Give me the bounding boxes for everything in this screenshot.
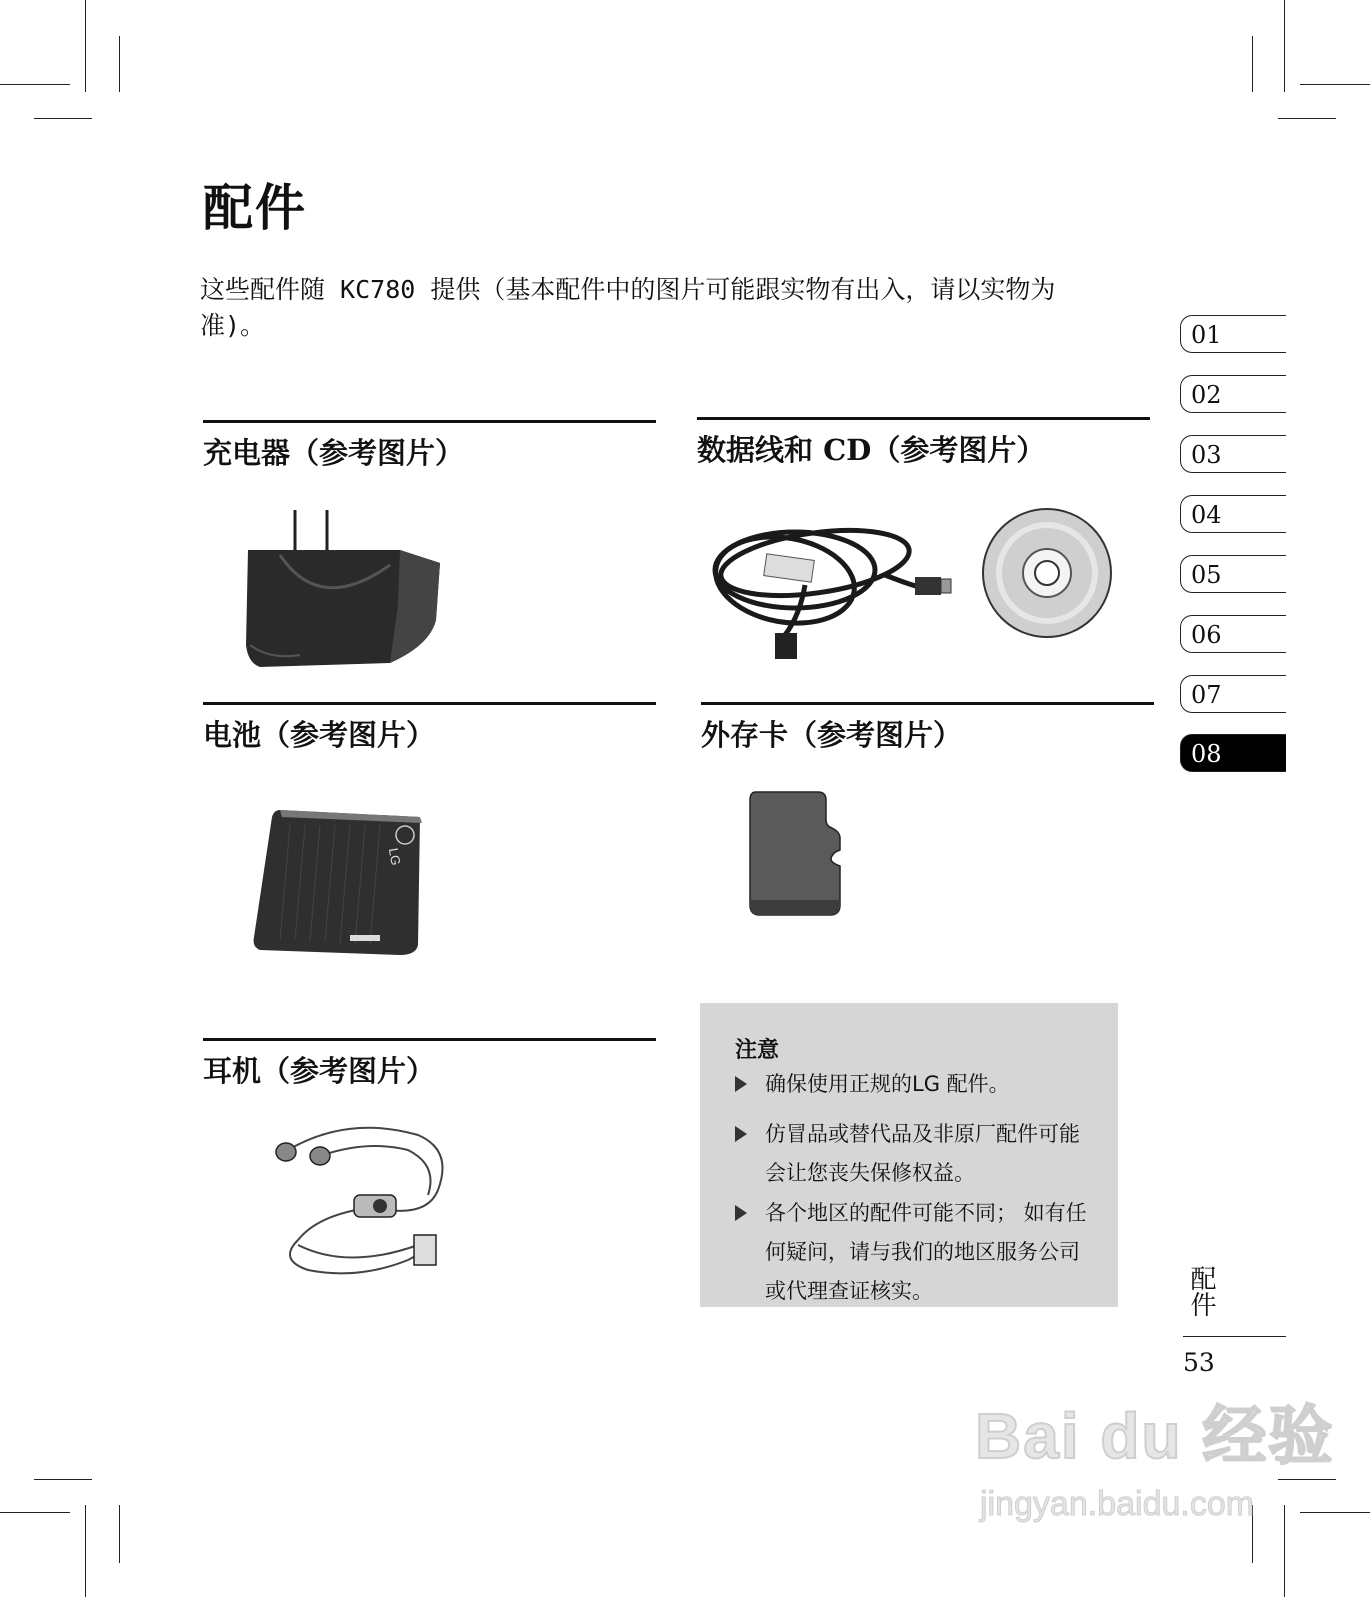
chapter-tab-08[interactable]: 08 [1180,734,1286,772]
cd-image [980,506,1114,644]
section-rule [203,420,656,423]
page-title: 配件 [203,178,307,237]
note-item-text: 仿冒品或替代品及非原厂配件可能会让您丧失保修权益。 [765,1122,1080,1185]
crop-mark [1284,1505,1285,1597]
battery-image [250,805,435,964]
watermark-url: jingyan.baidu.com [980,1485,1255,1523]
section-memory-card [701,702,1154,754]
battery-logo-text: LG [385,846,404,867]
section-rule [701,702,1154,705]
section-heading-battery: 电池（参考图片） [203,718,436,752]
triangle-bullet-icon [735,1126,747,1142]
memory-card-image [748,790,848,924]
section-headset [203,1038,656,1090]
crop-mark [1252,36,1253,92]
chapter-tab-06[interactable]: 06 [1180,615,1286,653]
crop-mark [119,1505,120,1563]
section-heading-headset: 耳机（参考图片） [203,1054,436,1088]
section-rule [697,417,1150,420]
crop-mark [0,1512,70,1513]
section-heading-data-cable: 数据线和 CD（参考图片） [697,433,1046,467]
charger-image [240,505,450,674]
page-number-rule [1183,1336,1286,1337]
section-battery [203,702,656,754]
side-chapter-label: 配件 [1186,1265,1216,1317]
crop-mark [34,118,92,119]
chapter-tab-02[interactable]: 02 [1180,375,1286,413]
section-rule [203,702,656,705]
section-heading-memory-card: 外存卡（参考图片） [701,718,963,752]
page-number: 53 [1183,1348,1215,1377]
section-charger [203,420,656,472]
crop-mark [119,36,120,92]
watermark-logo: Bai du 经验 [975,1400,1335,1472]
data-cable-image [705,505,955,669]
crop-mark [1278,1479,1336,1480]
chapter-tab-03[interactable]: 03 [1180,435,1286,473]
crop-mark [1300,84,1370,85]
triangle-bullet-icon [735,1076,747,1092]
chapter-tab-05[interactable]: 05 [1180,555,1286,593]
note-item-text: 各个地区的配件可能不同； 如有任何疑问，请与我们的地区服务公司或代理查证核实。 [765,1201,1087,1303]
baidu-watermark [975,1385,1335,1523]
crop-mark [85,1505,86,1597]
section-heading-charger: 充电器（参考图片） [203,436,465,470]
crop-mark [85,0,86,92]
note-item-text: 确保使用正规的LG 配件。 [765,1072,1010,1096]
headset-image [268,1120,458,1289]
chapter-tab-07[interactable]: 07 [1180,675,1286,713]
crop-mark [1300,1512,1370,1513]
crop-mark [1284,0,1285,92]
intro-paragraph: 这些配件随 KC780 提供（基本配件中的图片可能跟实物有出入，请以实物为准)。 [200,275,1056,340]
section-data-cable [697,417,1150,469]
section-rule [203,1038,656,1041]
triangle-bullet-icon [735,1205,747,1221]
note-box [700,1003,1118,1307]
crop-mark [0,84,70,85]
chapter-tab-04[interactable]: 04 [1180,495,1286,533]
chapter-tab-01[interactable]: 01 [1180,315,1286,353]
note-title: 注意 [735,1038,780,1063]
crop-mark [1278,118,1336,119]
crop-mark [34,1479,92,1480]
